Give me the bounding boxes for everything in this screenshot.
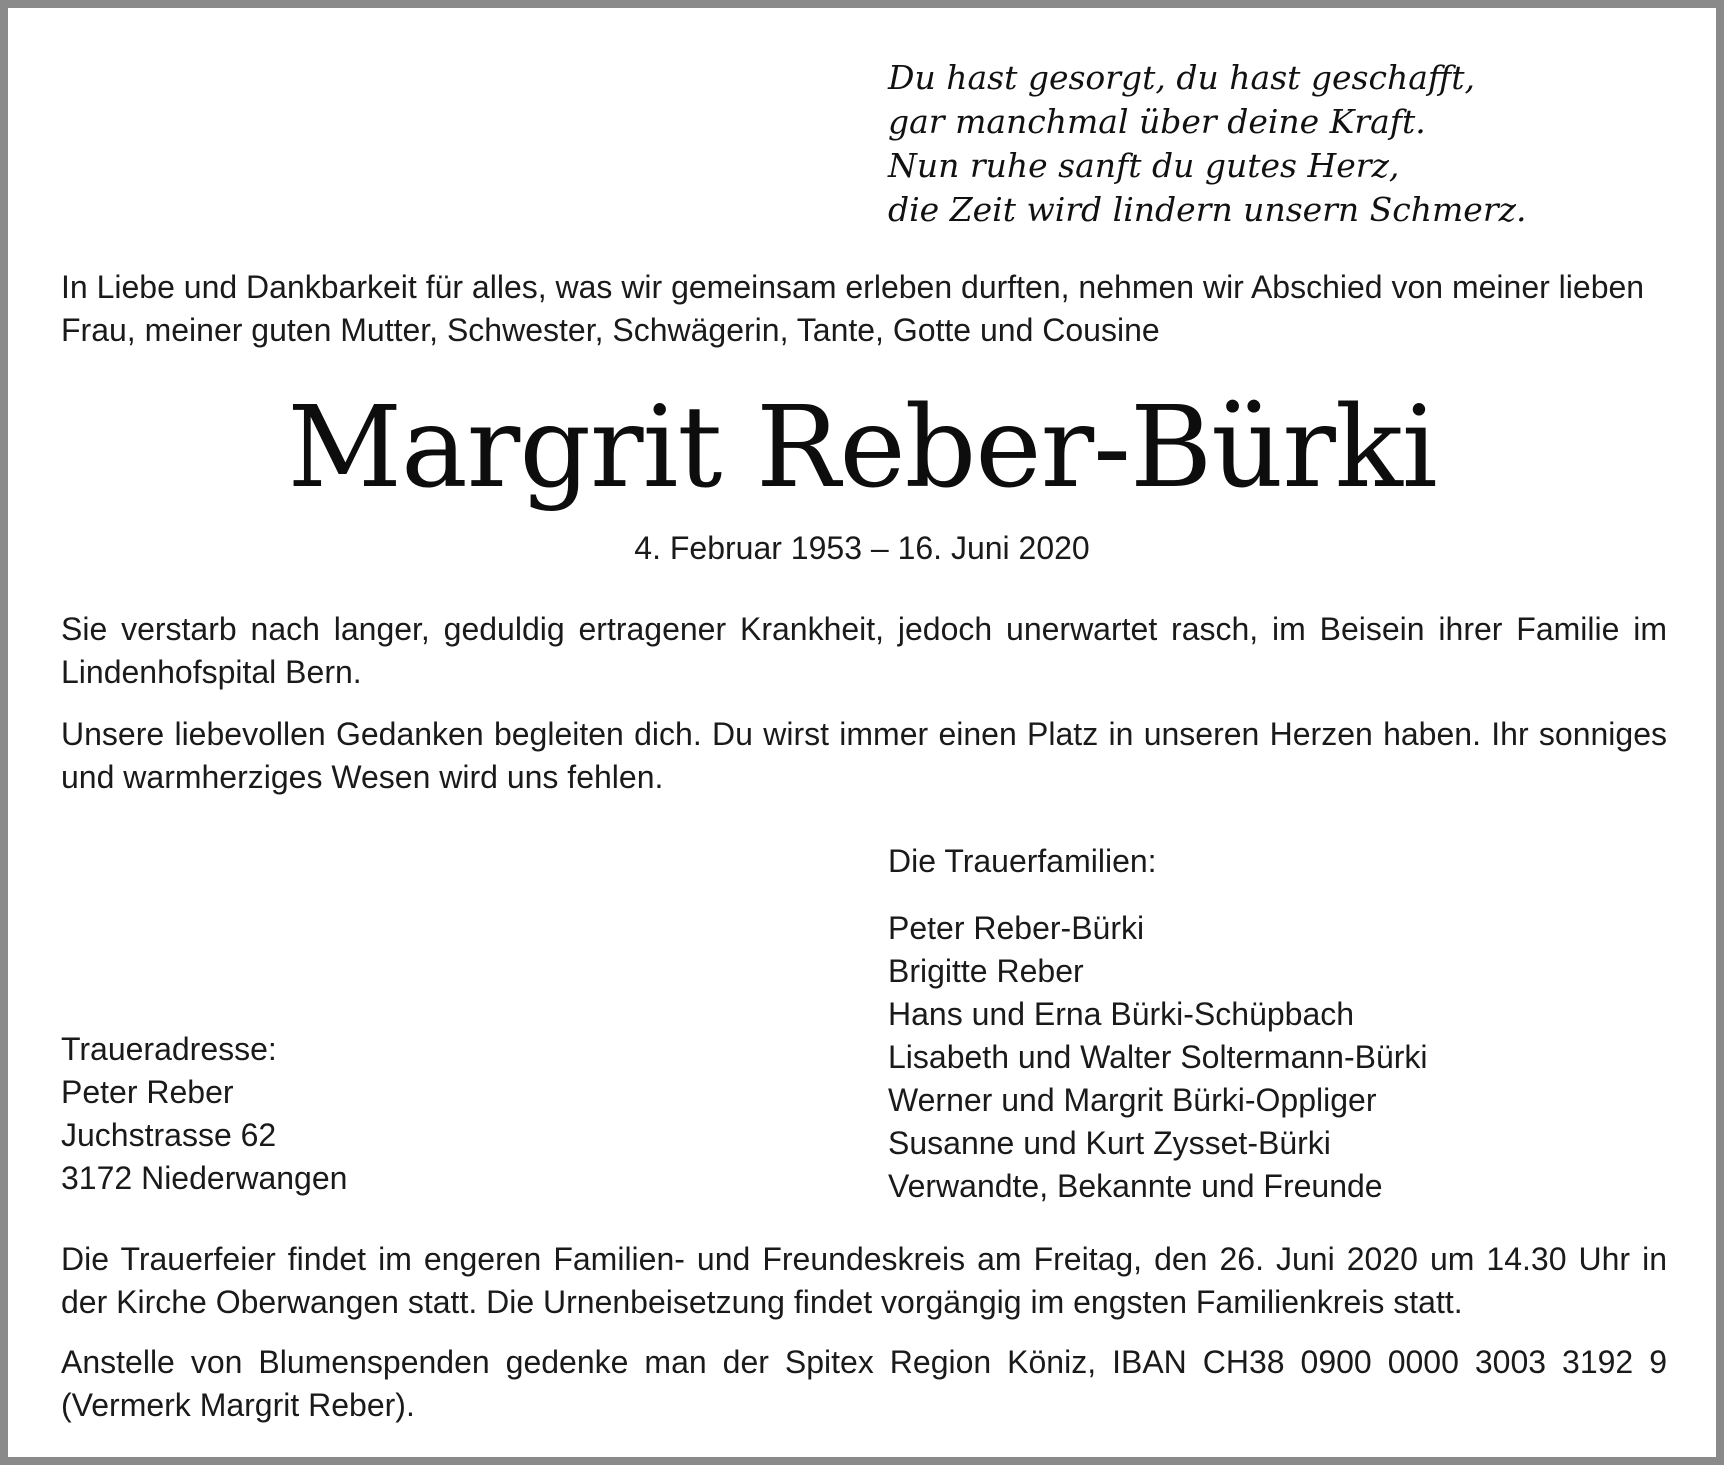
poem-line: die Zeit wird lindern unsern Schmerz. xyxy=(888,190,1527,229)
family-member: Hans und Erna Bürki-Schüpbach xyxy=(888,996,1355,1032)
family-member: Werner und Margrit Bürki-Oppliger xyxy=(888,1082,1377,1118)
poem xyxy=(888,56,1527,232)
deceased-name: Margrit Reber-Bürki xyxy=(287,383,1437,513)
address-label: Traueradresse: xyxy=(61,1031,277,1067)
life-dates: 4. Februar 1953 – 16. Juni 2020 xyxy=(634,530,1090,566)
obituary-notice xyxy=(8,8,1716,1457)
memory-text: Unsere liebevollen Gedanken begleiten dich. Du wirst immer einen Platz in unseren Herzen haben. Ihr sonniges und warmherziges Wesen wird uns fehlen. xyxy=(61,716,1667,795)
address-city: 3172 Niederwangen xyxy=(61,1160,348,1196)
ceremony-text: Die Trauerfeier findet im engeren Familien- und Freundeskreis am Freitag, den 26. Juni 2020 um 14.30 Uhr in der Kirche Oberwangen statt. Die Urnenbeisetzung findet vorgängig im engsten Familienkreis statt. xyxy=(61,1241,1667,1320)
address-street: Juchstrasse 62 xyxy=(61,1117,277,1153)
families-heading: Die Trauerfamilien: xyxy=(888,843,1157,879)
family-member: Verwandte, Bekannte und Freunde xyxy=(888,1168,1383,1204)
mourning-families xyxy=(888,840,1428,1208)
poem-line: gar manchmal über deine Kraft. xyxy=(888,102,1426,141)
family-member: Susanne und Kurt Zysset-Bürki xyxy=(888,1125,1331,1161)
family-member: Lisabeth und Walter Soltermann-Bürki xyxy=(888,1039,1428,1075)
poem-line: Nun ruhe sanft du gutes Herz, xyxy=(888,146,1400,185)
family-member: Brigitte Reber xyxy=(888,953,1084,989)
poem-line: Du hast gesorgt, du hast geschafft, xyxy=(888,58,1476,97)
address-name: Peter Reber xyxy=(61,1074,234,1110)
intro-text: In Liebe und Dankbarkeit für alles, was wir gemeinsam erleben durften, nehmen wir Abschied von meiner lieben Frau, meiner guten Mutter, Schwester, Schwägerin, Tante, Gotte und Cousine xyxy=(61,269,1645,348)
donation-text: Anstelle von Blumenspenden gedenke man der Spitex Region Köniz, IBAN CH38 0900 0000 3003 3192 9 (Vermerk Margrit Reber). xyxy=(61,1344,1667,1423)
mourning-address xyxy=(61,1028,347,1200)
passing-text: Sie verstarb nach langer, geduldig ertragener Krankheit, jedoch unerwartet rasch, im Beisein ihrer Familie im Lindenhofspital Bern. xyxy=(61,611,1667,690)
family-member: Peter Reber-Bürki xyxy=(888,910,1145,946)
